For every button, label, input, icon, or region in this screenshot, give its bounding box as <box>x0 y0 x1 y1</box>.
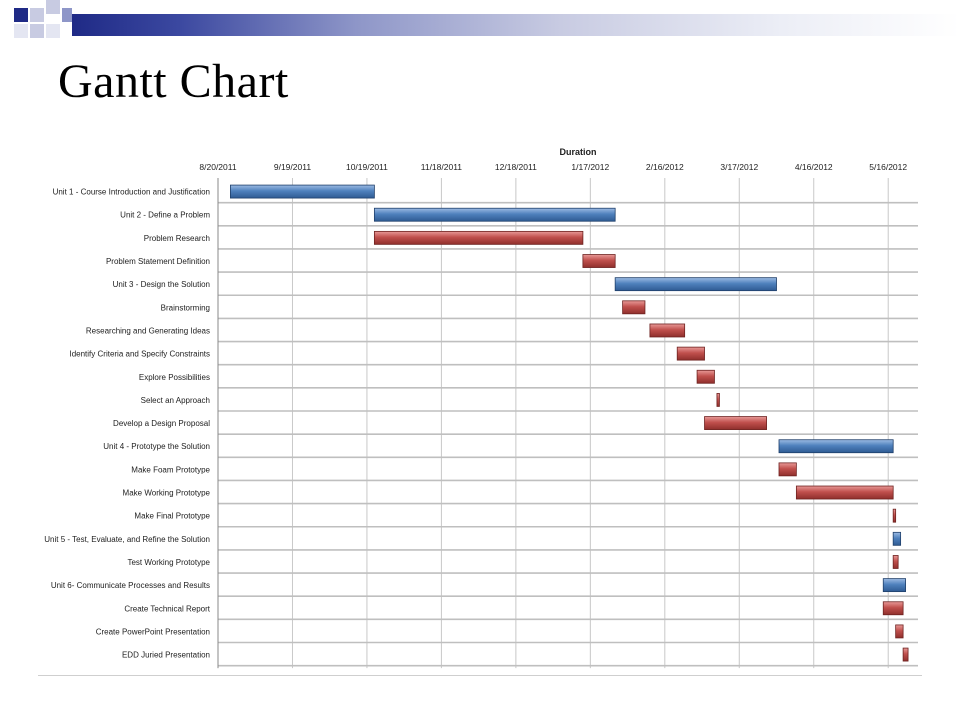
task-label: Unit 5 - Test, Evaluate, and Refine the Solution <box>44 534 210 544</box>
decoration-square <box>30 24 44 38</box>
task-label: Explore Possibilities <box>138 372 210 382</box>
task-duration-bar <box>896 625 903 638</box>
task-duration-bar <box>903 648 908 661</box>
gantt-chart-svg <box>38 140 922 676</box>
task-label: Problem Statement Definition <box>105 257 210 267</box>
task-duration-bar <box>650 324 685 337</box>
task-label: Make Final Prototype <box>134 511 210 521</box>
x-tick-label: 8/20/2011 <box>199 162 237 172</box>
x-tick-label: 4/16/2012 <box>794 162 833 172</box>
task-duration-bar <box>705 417 767 430</box>
decoration-square <box>46 24 60 38</box>
x-tick-label: 9/19/2011 <box>273 162 312 172</box>
chart-title: Duration <box>559 147 597 157</box>
task-label: Unit 4 - Prototype the Solution <box>103 442 210 452</box>
decoration-square <box>14 8 28 22</box>
gantt-chart <box>38 140 922 676</box>
chart-bottom-rule <box>38 675 922 676</box>
task-duration-bar <box>677 347 704 360</box>
x-tick-label: 5/16/2012 <box>869 162 908 172</box>
task-duration-bar <box>623 301 645 314</box>
task-label: EDD Juried Presentation <box>121 650 210 660</box>
unit-duration-bar <box>893 532 900 545</box>
decoration-square <box>62 8 72 22</box>
task-duration-bar <box>374 231 583 244</box>
decoration-square <box>30 8 44 22</box>
task-duration-bar <box>796 486 893 499</box>
title-decoration-band <box>72 14 960 36</box>
task-duration-bar <box>697 370 714 383</box>
task-label: Create PowerPoint Presentation <box>95 627 210 637</box>
task-duration-bar <box>883 602 903 615</box>
x-tick-label: 10/19/2011 <box>345 162 388 172</box>
unit-duration-bar <box>883 579 905 592</box>
unit-duration-bar <box>374 208 615 221</box>
task-label: Unit 3 - Design the Solution <box>112 280 210 290</box>
unit-duration-bar <box>779 440 893 453</box>
task-duration-bar <box>583 255 615 268</box>
task-duration-bar <box>779 463 796 476</box>
unit-duration-bar <box>230 185 374 198</box>
x-tick-label: 2/16/2012 <box>645 162 684 172</box>
slide-title: Gantt Chart <box>58 55 289 108</box>
task-duration-bar <box>893 555 898 568</box>
task-label: Develop a Design Proposal <box>113 419 210 429</box>
task-label: Make Working Prototype <box>122 488 210 498</box>
task-duration-bar <box>717 393 719 406</box>
unit-duration-bar <box>615 278 776 291</box>
task-label: Test Working Prototype <box>127 557 210 567</box>
task-label: Problem Research <box>143 233 210 243</box>
x-tick-label: 3/17/2012 <box>720 162 759 172</box>
task-label: Unit 6- Communicate Processes and Results <box>50 581 210 591</box>
task-label: Make Foam Prototype <box>131 465 210 475</box>
task-label: Create Technical Report <box>124 604 210 614</box>
task-label: Unit 2 - Define a Problem <box>120 210 210 220</box>
task-label: Identify Criteria and Specify Constraints <box>69 349 210 359</box>
task-duration-bar <box>893 509 895 522</box>
x-tick-label: 1/17/2012 <box>571 162 610 172</box>
decoration-square <box>14 24 28 38</box>
x-tick-label: 11/18/2011 <box>420 162 463 172</box>
task-label: Researching and Generating Ideas <box>85 326 210 336</box>
x-tick-label: 12/18/2011 <box>494 162 537 172</box>
task-label: Unit 1 - Course Introduction and Justification <box>52 187 210 197</box>
task-label: Select an Approach <box>140 395 210 405</box>
task-label: Brainstorming <box>160 303 210 313</box>
decoration-square <box>46 0 60 14</box>
